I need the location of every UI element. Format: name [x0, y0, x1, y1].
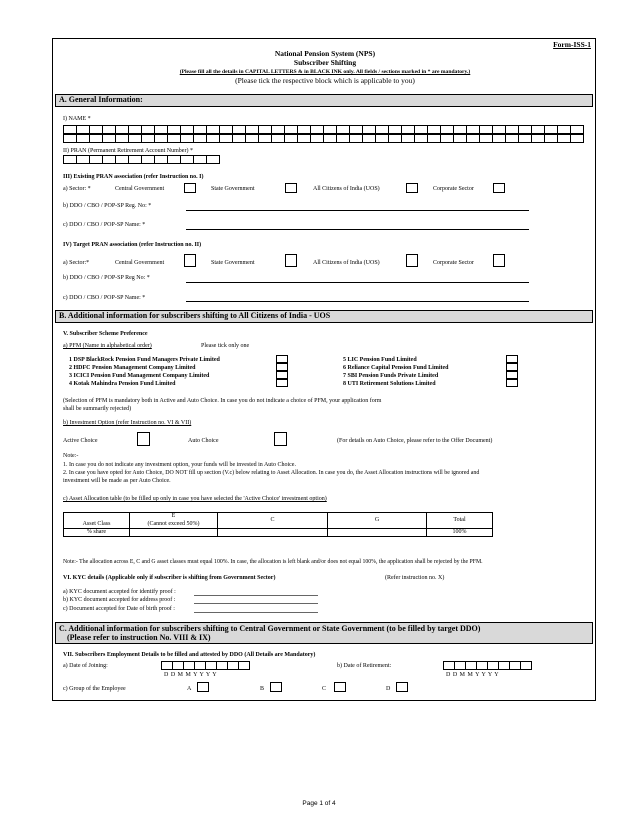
grid-cell[interactable] [415, 134, 428, 143]
kyc-a-input[interactable] [194, 595, 318, 596]
group-a-label: A [187, 686, 192, 692]
pfm-checkbox-2[interactable] [276, 363, 288, 371]
grid-cell[interactable] [480, 134, 493, 143]
grid-cell[interactable] [181, 125, 194, 134]
pfm-left-2: 2 HDFC Pension Management Company Limited [69, 365, 196, 371]
form-frame [52, 38, 596, 701]
alloc-g-header: G [328, 513, 427, 529]
grid-cell[interactable] [350, 125, 363, 134]
grid-cell[interactable] [77, 125, 90, 134]
grid-cell[interactable] [493, 125, 506, 134]
target-central-checkbox[interactable] [184, 254, 196, 267]
form-instruction: (Please fill all the details in CAPITAL LETTERS & in BLACK INK only. All fields / sections marked in * are mandatory.) [179, 69, 471, 75]
alloc-e-input[interactable] [130, 529, 218, 537]
group-c-checkbox[interactable] [334, 682, 346, 692]
grid-cell[interactable] [298, 125, 311, 134]
grid-cell[interactable] [259, 134, 272, 143]
grid-cell[interactable] [402, 134, 415, 143]
grid-cell[interactable] [207, 155, 220, 164]
pfm-right-5: 5 LIC Pension Fund Limited [343, 357, 417, 363]
grid-cell[interactable] [480, 125, 493, 134]
ddo-name-input[interactable] [186, 229, 529, 230]
grid-cell[interactable] [532, 134, 545, 143]
grid-cell[interactable] [571, 134, 584, 143]
grid-cell[interactable] [142, 125, 155, 134]
alloc-c-input[interactable] [218, 529, 328, 537]
alloc-label: c) Asset Allocation table (to be filled up only in case you have selected the 'Active Choice' investment option) [63, 496, 327, 502]
grid-cell[interactable] [311, 134, 324, 143]
grid-cell[interactable] [337, 125, 350, 134]
pfm-checkbox-6[interactable] [506, 363, 518, 371]
grid-cell[interactable] [311, 125, 324, 134]
grid-cell[interactable] [168, 125, 181, 134]
grid-cell[interactable] [506, 125, 519, 134]
existing-corp-checkbox[interactable] [493, 183, 505, 193]
grid-cell[interactable] [467, 125, 480, 134]
grid-cell[interactable] [454, 134, 467, 143]
doj-format: D D M M Y Y Y Y [164, 672, 217, 678]
opt-central-label: Central Government [115, 186, 165, 192]
tick-one-note: Please tick only one [201, 343, 250, 349]
grid-cell[interactable] [233, 134, 246, 143]
group-b-checkbox[interactable] [270, 682, 282, 692]
active-choice-checkbox[interactable] [137, 432, 150, 446]
tick-note: (Please tick the respective block which is applicable to you) [235, 76, 415, 85]
note-3: investment will be made as per Auto Choice. [63, 478, 171, 484]
pfm-right-7: 7 SBI Pension Funds Private Limited [343, 373, 439, 379]
grid-cell[interactable] [181, 155, 194, 164]
grid-cell[interactable] [389, 125, 402, 134]
grid-cell[interactable] [363, 125, 376, 134]
dor-label: b) Date of Retirement: [337, 663, 392, 669]
grid-cell[interactable] [173, 661, 184, 670]
grid-cell[interactable] [488, 661, 499, 670]
grid-cell[interactable] [466, 661, 477, 670]
grid-cell[interactable] [155, 155, 168, 164]
active-choice-label: Active Choice [63, 438, 98, 444]
grid-cell[interactable] [103, 125, 116, 134]
grid-cell[interactable] [184, 661, 195, 670]
section-b-heading: B. Additional information for subscribers shifting to All Citizens of India - UOS [55, 310, 593, 323]
grid-cell[interactable] [206, 661, 217, 670]
grid-cell[interactable] [285, 125, 298, 134]
grid-cell[interactable] [532, 125, 545, 134]
grid-cell[interactable] [162, 661, 173, 670]
grid-cell[interactable] [324, 125, 337, 134]
group-label: c) Group of the Employee [63, 686, 126, 692]
alloc-c-header: C [218, 513, 328, 529]
target-uos-checkbox[interactable] [406, 254, 418, 267]
alloc-g-input[interactable] [328, 529, 427, 537]
kyc-b-input[interactable] [194, 603, 318, 604]
grid-cell[interactable] [521, 661, 532, 670]
grid-cell[interactable] [228, 661, 239, 670]
grid-cell[interactable] [194, 134, 207, 143]
opt-central-label-2: Central Government [115, 260, 165, 266]
pfm-right-8: 8 UTI Retirement Solutions Limited [343, 381, 436, 387]
pfm-checkbox-7[interactable] [506, 371, 518, 379]
grid-cell[interactable] [324, 134, 337, 143]
dor-grid[interactable] [443, 661, 532, 670]
grid-cell[interactable] [246, 125, 259, 134]
group-c-label: C [322, 686, 327, 692]
grid-cell[interactable] [220, 125, 233, 134]
grid-cell[interactable] [142, 134, 155, 143]
grid-cell[interactable] [90, 155, 103, 164]
scheme-pref-heading: V. Subscriber Scheme Preference [63, 331, 148, 337]
grid-cell[interactable] [558, 134, 571, 143]
grid-cell[interactable] [129, 125, 142, 134]
grid-cell[interactable] [272, 125, 285, 134]
ddo-name-label: c) DDO / CBO / POP-SP Name: * [63, 222, 146, 228]
grid-cell[interactable] [499, 661, 510, 670]
grid-cell[interactable] [116, 155, 129, 164]
grid-cell[interactable] [64, 155, 77, 164]
grid-cell[interactable] [155, 125, 168, 134]
target-state-checkbox[interactable] [285, 254, 297, 267]
alloc-asset-class: Asset Class [64, 521, 130, 529]
name-label: I) NAME * [63, 116, 91, 122]
grid-cell[interactable] [207, 125, 220, 134]
opt-corp-label: Corporate Sector [433, 186, 474, 192]
grid-cell[interactable] [415, 125, 428, 134]
pfm-checkbox-4[interactable] [276, 379, 288, 387]
alloc-total-header: Total [427, 513, 493, 529]
ddo-reg-label-2: b) DDO / CBO / POP-SP Reg No: * [63, 275, 150, 281]
kyc-a-label: a) KYC document accepted for identify proof : [63, 589, 176, 595]
section-c-heading [55, 622, 593, 644]
page-footer: Page 1 of 4 [302, 800, 336, 807]
grid-cell[interactable] [103, 155, 116, 164]
alloc-e-header: E [171, 513, 176, 520]
grid-cell[interactable] [194, 125, 207, 134]
grid-cell[interactable] [454, 125, 467, 134]
doj-label: a) Date of Joining: [63, 663, 108, 669]
grid-cell[interactable] [545, 134, 558, 143]
auto-choice-label: Auto Choice [188, 438, 219, 444]
grid-cell[interactable] [545, 125, 558, 134]
grid-cell[interactable] [64, 134, 77, 143]
doj-grid[interactable] [161, 661, 250, 670]
target-corp-checkbox[interactable] [493, 254, 505, 267]
emp-heading: VII. Subscribers Employment Details to be filled and attested by DDO (All Details are Mandatory) [63, 652, 316, 658]
pfm-note-1: (Selection of PFM is mandatory both in Active and Auto Choice. In case you do not indicate a choice of PFM, your application form [63, 398, 382, 404]
grid-cell[interactable] [506, 134, 519, 143]
grid-cell[interactable] [77, 134, 90, 143]
auto-choice-checkbox[interactable] [274, 432, 287, 446]
grid-cell[interactable] [389, 134, 402, 143]
form-title: National Pension System (NPS) [274, 49, 376, 58]
note-heading: Note:- [63, 453, 79, 459]
grid-cell[interactable] [129, 155, 142, 164]
form-id: Form-ISS-1 [553, 40, 591, 49]
opt-state-label-2: State Government [211, 260, 255, 266]
pfm-right-6: 6 Reliance Capital Pension Fund Limited [343, 365, 449, 371]
grid-cell[interactable] [477, 661, 488, 670]
pfm-checkbox-5[interactable] [506, 355, 518, 363]
grid-cell[interactable] [444, 661, 455, 670]
section-c-heading-line2: (Please refer to instruction No. VIII & IX) [67, 633, 211, 643]
grid-cell[interactable] [285, 134, 298, 143]
pran-label: II) PRAN (Permanent Retirement Account Number) * [63, 148, 193, 154]
grid-cell[interactable] [217, 661, 228, 670]
grid-cell[interactable] [441, 125, 454, 134]
grid-cell[interactable] [116, 125, 129, 134]
opt-state-label: State Government [211, 186, 255, 192]
section-a-heading: A. General Information: [55, 94, 593, 107]
grid-cell[interactable] [402, 125, 415, 134]
grid-cell[interactable] [90, 125, 103, 134]
alloc-e-note: (Cannot exceed 50%) [130, 521, 218, 529]
asset-allocation-table [63, 512, 493, 537]
grid-cell[interactable] [116, 134, 129, 143]
grid-cell[interactable] [350, 134, 363, 143]
existing-uos-checkbox[interactable] [406, 183, 418, 193]
note-1: 1. In case you do not indicate any investment option, your funds will be invested in Auto Choice. [63, 462, 296, 468]
note-2: 2. In case you have opted for Auto Choice, DO NOT fill up section (V.c) below relating to Asset Allocation. In case you do, the Asset Allocation instructions will be ignored and [63, 470, 480, 476]
grid-cell[interactable] [181, 134, 194, 143]
pfm-left-4: 4 Kotak Mahindra Pension Fund Limited [69, 381, 176, 387]
inv-label: b) Investment Option (refer Instruction no. VI & VII) [63, 420, 192, 426]
grid-cell[interactable] [337, 134, 350, 143]
kyc-c-label: c) Document accepted for Date of birth proof : [63, 606, 175, 612]
form-subtitle: Subscriber Shifting [293, 58, 357, 67]
group-d-checkbox[interactable] [396, 682, 408, 692]
kyc-heading: VI. KYC details (Applicable only if subscriber is shifting from Government Sector) [63, 575, 276, 581]
grid-cell[interactable] [298, 134, 311, 143]
alloc-note: Note:- The allocation across E, C and G asset classes must equal 100%. In case, the allocation is left blank and/or does not equal 100%, the application shall be rejected by the PFM. [63, 559, 483, 565]
grid-cell[interactable] [195, 661, 206, 670]
grid-cell[interactable] [90, 134, 103, 143]
grid-cell[interactable] [220, 134, 233, 143]
pfm-left-1: 1 DSP BlackRock Pension Fund Managers Private Limited [69, 357, 220, 363]
grid-cell[interactable] [467, 134, 480, 143]
grid-cell[interactable] [239, 661, 250, 670]
ddo-reg-input[interactable] [186, 210, 529, 211]
grid-cell[interactable] [233, 125, 246, 134]
pfm-left-3: 3 ICICI Pension Fund Management Company Limited [69, 373, 210, 379]
grid-cell[interactable] [168, 134, 181, 143]
grid-cell[interactable] [103, 134, 116, 143]
grid-cell[interactable] [259, 125, 272, 134]
grid-cell[interactable] [194, 155, 207, 164]
grid-cell[interactable] [510, 661, 521, 670]
group-b-label: B [260, 686, 265, 692]
opt-uos-label: All Citizens of India (UOS) [313, 186, 380, 192]
grid-cell[interactable] [428, 125, 441, 134]
target-heading: IV) Target PRAN association (refer Instruction no. II) [63, 242, 202, 248]
grid-cell[interactable] [129, 134, 142, 143]
ddo-reg-label: b) DDO / CBO / POP-SP Reg. No: * [63, 203, 152, 209]
alloc-total-value: 100% [427, 529, 493, 537]
auto-details-note: (For details on Auto Choice, please refer to the Offer Document) [337, 438, 493, 444]
dor-format: D D M M Y Y Y Y [446, 672, 499, 678]
ddo-name-input-2[interactable] [186, 301, 529, 302]
grid-cell[interactable] [207, 134, 220, 143]
sector-label-2: a) Sector:* [63, 260, 90, 266]
grid-cell[interactable] [519, 134, 532, 143]
pfm-note-2: shall be summarily rejected) [63, 406, 132, 412]
grid-cell[interactable] [142, 155, 155, 164]
existing-central-checkbox[interactable] [184, 183, 196, 193]
sector-label: a) Sector: * [63, 186, 91, 192]
grid-cell[interactable] [64, 125, 77, 134]
grid-cell[interactable] [441, 134, 454, 143]
group-a-checkbox[interactable] [197, 682, 209, 692]
grid-cell[interactable] [155, 134, 168, 143]
ddo-name-label-2: c) DDO / CBO / POP-SP Name: * [63, 295, 146, 301]
kyc-c-input[interactable] [194, 612, 318, 613]
pfm-checkbox-1[interactable] [276, 355, 288, 363]
pfm-checkbox-8[interactable] [506, 379, 518, 387]
name-grid-row1[interactable] [63, 125, 584, 134]
grid-cell[interactable] [246, 134, 259, 143]
alloc-share-label: % share [64, 529, 130, 537]
grid-cell[interactable] [376, 125, 389, 134]
grid-cell[interactable] [558, 125, 571, 134]
group-d-label: D [386, 686, 391, 692]
grid-cell[interactable] [77, 155, 90, 164]
grid-cell[interactable] [168, 155, 181, 164]
pfm-checkbox-3[interactable] [276, 371, 288, 379]
kyc-b-label: b) KYC document accepted for address proof : [63, 597, 176, 603]
existing-state-checkbox[interactable] [285, 183, 297, 193]
grid-cell[interactable] [428, 134, 441, 143]
ddo-reg-input-2[interactable] [186, 282, 529, 283]
grid-cell[interactable] [272, 134, 285, 143]
grid-cell[interactable] [571, 125, 584, 134]
grid-cell[interactable] [363, 134, 376, 143]
pran-grid[interactable] [63, 155, 220, 164]
pfm-label: a) PFM (Name in alphabetical order) [63, 343, 152, 349]
opt-corp-label-2: Corporate Sector [433, 260, 474, 266]
existing-heading: III) Existing PRAN association (refer Instruction no. I) [63, 174, 204, 180]
grid-cell[interactable] [455, 661, 466, 670]
grid-cell[interactable] [376, 134, 389, 143]
opt-uos-label-2: All Citizens of India (UOS) [313, 260, 380, 266]
grid-cell[interactable] [493, 134, 506, 143]
grid-cell[interactable] [519, 125, 532, 134]
section-c-heading-line1: C. Additional information for subscribers shifting to Central Government or State Government (to be filled by target DDO) [59, 624, 481, 633]
name-grid-row2[interactable] [63, 134, 584, 143]
kyc-ref: (Refer instruction no. X) [385, 575, 445, 581]
